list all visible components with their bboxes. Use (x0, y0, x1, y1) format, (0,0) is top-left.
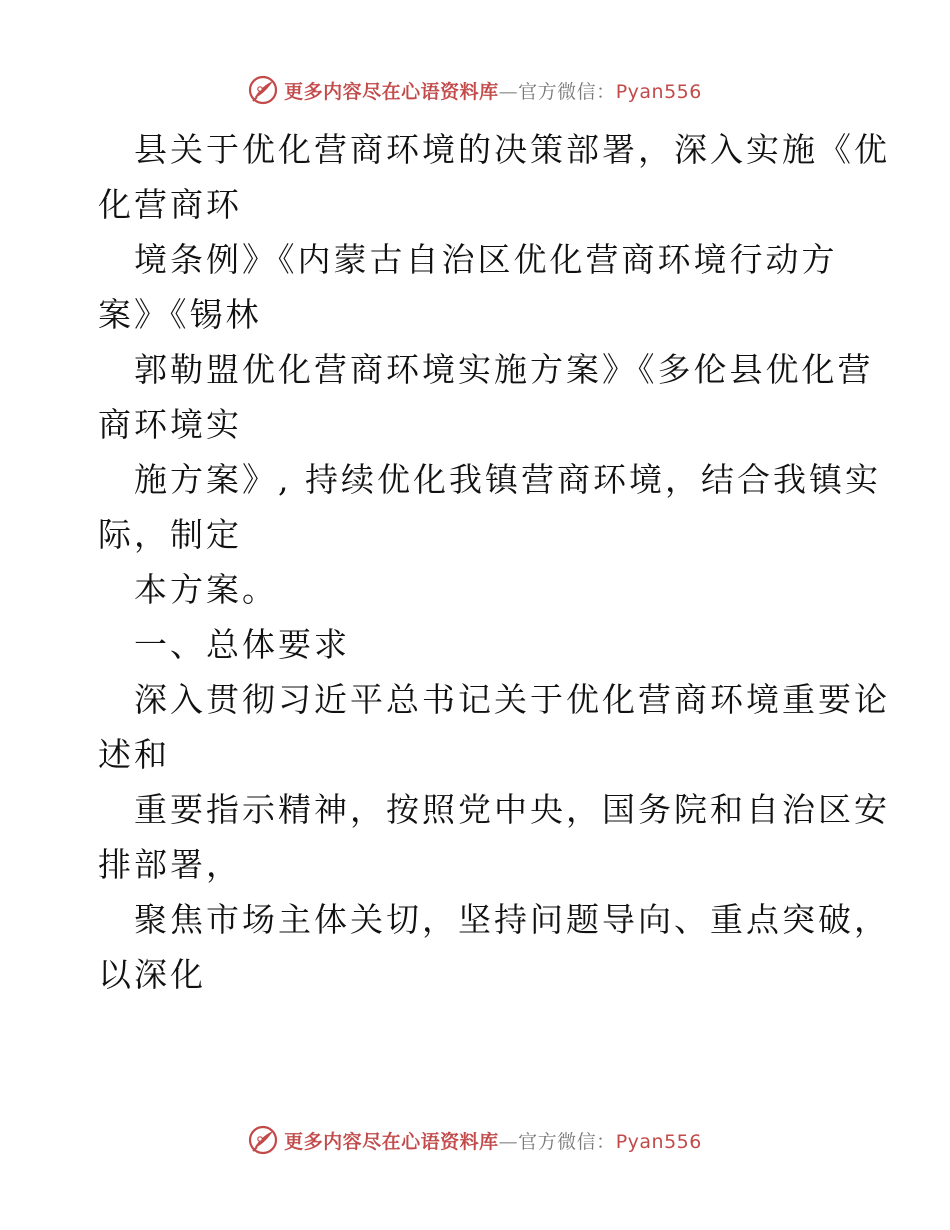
banner-text (284, 1127, 702, 1154)
banner-wechat-id: Pyan556 (615, 80, 702, 103)
paragraph-line-wrap: 际，制定 (98, 515, 242, 554)
paragraph (98, 342, 874, 452)
paragraph-line-wrap: 商环境实 (98, 405, 242, 444)
document-body (98, 122, 890, 1002)
paragraph-line-wrap: 述和 (98, 735, 170, 774)
paragraph-line-wrap: 排部署， (98, 845, 242, 884)
section-heading (98, 617, 868, 672)
feather-pen-logo-icon (248, 1125, 278, 1155)
footer-banner (0, 1120, 950, 1160)
banner-separator: — (498, 80, 519, 103)
section-heading-text: 一、总体要求 (134, 625, 350, 664)
paragraph-line: 本方案。 (134, 570, 278, 609)
paragraph-line: 境条例》《内蒙古自治区优化营商环境行动方 (134, 240, 838, 279)
paragraph-line-wrap: 以深化 (98, 955, 206, 994)
paragraph (98, 562, 868, 617)
paragraph (98, 122, 890, 232)
feather-pen-logo-icon (248, 75, 278, 105)
paragraph-line: 郭勒盟优化营商环境实施方案》《多伦县优化营 (134, 350, 874, 389)
paragraph-line-wrap: 化营商环 (98, 185, 242, 224)
paragraph (98, 452, 881, 562)
banner-official-label: 官方微信： (518, 80, 616, 103)
paragraph-line: 施方案》, 持续优化我镇营商环境，结合我镇实 (134, 460, 881, 499)
paragraph (98, 232, 868, 342)
paragraph-line: 重要指示精神，按照党中央，国务院和自治区安 (134, 790, 890, 829)
paragraph-line: 县关于优化营商环境的决策部署，深入实施《优 (134, 130, 890, 169)
banner-title: 更多内容尽在心语资料库 (284, 1130, 499, 1153)
banner-separator: — (498, 1130, 519, 1153)
banner-text (284, 77, 702, 104)
banner-title: 更多内容尽在心语资料库 (284, 80, 499, 103)
header-banner (0, 70, 950, 110)
banner-official-label: 官方微信： (518, 1130, 616, 1153)
paragraph (98, 672, 890, 782)
paragraph-line-wrap: 案》《锡林 (98, 295, 262, 334)
paragraph (98, 782, 890, 892)
paragraph-line: 聚焦市场主体关切，坚持问题导向、重点突破， (134, 900, 890, 939)
paragraph-line: 深入贯彻习近平总书记关于优化营商环境重要论 (134, 680, 890, 719)
paragraph (98, 892, 890, 1002)
banner-wechat-id: Pyan556 (615, 1130, 702, 1153)
